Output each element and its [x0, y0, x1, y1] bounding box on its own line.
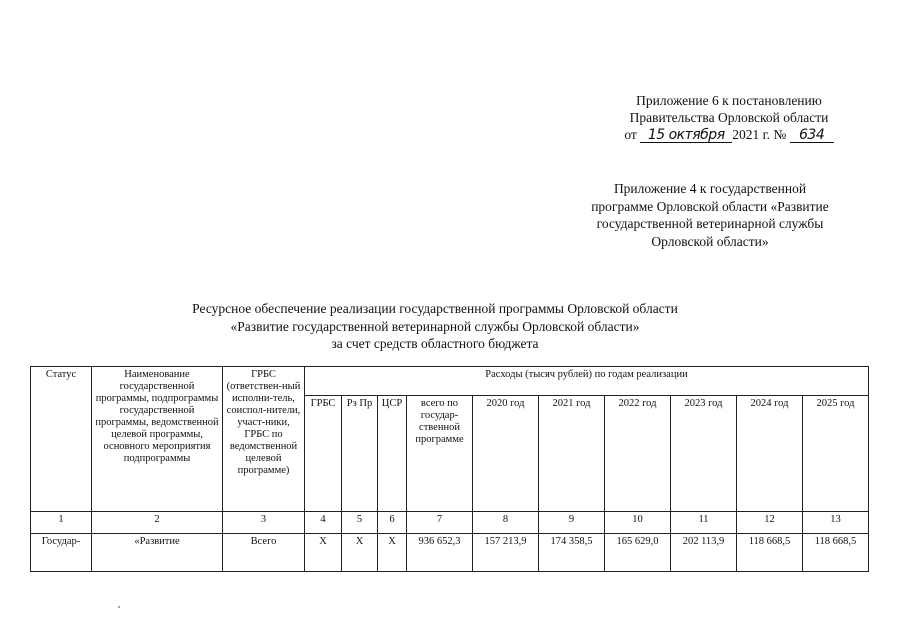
- document-title-line2: «Развитие государственной ветеринарной службы Орловской области»: [230, 318, 640, 334]
- appendix-header: [604, 92, 854, 143]
- header-year-2020: 2020 год: [473, 396, 539, 512]
- handwritten-date: 15 октября: [640, 128, 732, 143]
- row-grbs-text: Всего: [223, 534, 305, 572]
- appendix-program: [560, 180, 860, 250]
- document-title: [130, 300, 740, 353]
- column-number: 5: [342, 512, 378, 534]
- row-2025: 118 668,5: [803, 534, 869, 572]
- row-2020: 157 213,9: [473, 534, 539, 572]
- column-number: 13: [803, 512, 869, 534]
- header-year-2024: 2024 год: [737, 396, 803, 512]
- header-grbs: ГРБС: [305, 396, 342, 512]
- row-2023: 202 113,9: [671, 534, 737, 572]
- header-expenses: Расходы (тысяч рублей) по годам реализации: [305, 367, 869, 396]
- row-grbs: Х: [305, 534, 342, 572]
- header-rz-pr: Рз Пр: [342, 396, 378, 512]
- header-total: всего по государ-ственной программе: [407, 396, 473, 512]
- column-number-row: [31, 512, 869, 534]
- row-csr: Х: [378, 534, 407, 572]
- column-number: 9: [539, 512, 605, 534]
- appendix-program-line1: Приложение 4 к государственной: [613, 181, 807, 196]
- column-number: 3: [223, 512, 305, 534]
- document-title-line3: за счет средств областного бюджета: [331, 336, 539, 351]
- column-number: 8: [473, 512, 539, 534]
- prefix-from: от: [624, 127, 637, 142]
- appendix-program-line3: государственной ветеринарной службы: [596, 216, 824, 231]
- appendix-header-line2: Правительства Орловской области: [629, 110, 829, 125]
- row-rz-pr: Х: [342, 534, 378, 572]
- column-number: 4: [305, 512, 342, 534]
- row-status: Государ-: [31, 534, 92, 572]
- column-number: 12: [737, 512, 803, 534]
- row-total: 936 652,3: [407, 534, 473, 572]
- resource-table: [30, 366, 869, 572]
- header-year-2025: 2025 год: [803, 396, 869, 512]
- appendix-program-line2: программе Орловской области «Развитие: [591, 198, 829, 214]
- column-number: 10: [605, 512, 671, 534]
- document-title-line1: Ресурсное обеспечение реализации государственной программы Орловской области: [192, 301, 678, 316]
- row-2021: 174 358,5: [539, 534, 605, 572]
- header-year-2023: 2023 год: [671, 396, 737, 512]
- row-2022: 165 629,0: [605, 534, 671, 572]
- table-row: [31, 534, 869, 572]
- column-number: 11: [671, 512, 737, 534]
- header-grbs-responsible: ГРБС (ответствен-ный исполни-тель, соиспол-нители, участ-ники, ГРБС по ведомственной целевой программе): [223, 367, 305, 512]
- scan-speck: [118, 606, 120, 608]
- appendix-header-line1: Приложение 6 к постановлению: [636, 93, 822, 108]
- column-number: 1: [31, 512, 92, 534]
- header-year-2022: 2022 год: [605, 396, 671, 512]
- header-year-2021: 2021 год: [539, 396, 605, 512]
- resolution-date-line: [604, 126, 854, 143]
- column-number: 2: [92, 512, 223, 534]
- header-name: Наименование государственной программы, подпрограммы государственной программы, ведомственной целевой программы, основного мероприятия подпрограммы: [92, 367, 223, 512]
- column-number: 6: [378, 512, 407, 534]
- appendix-program-line4: Орловской области»: [651, 233, 769, 249]
- header-status: Статус: [31, 367, 92, 512]
- row-2024: 118 668,5: [737, 534, 803, 572]
- year-text: 2021 г. №: [732, 127, 787, 142]
- handwritten-number: 634: [790, 128, 834, 143]
- column-number: 7: [407, 512, 473, 534]
- header-csr: ЦСР: [378, 396, 407, 512]
- row-name: «Развитие: [92, 534, 223, 572]
